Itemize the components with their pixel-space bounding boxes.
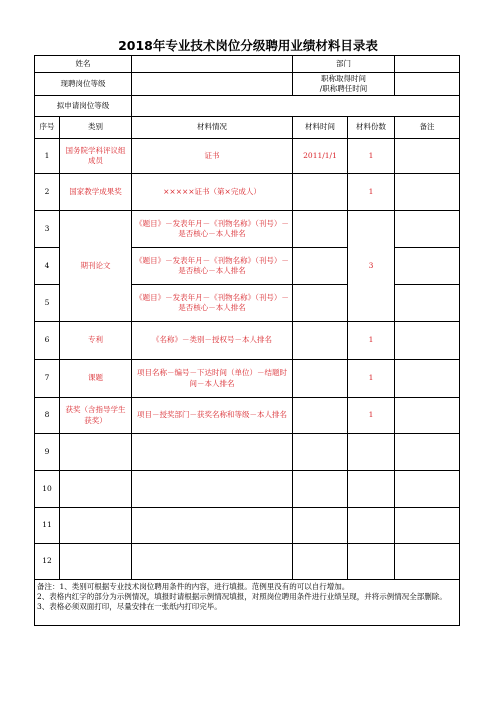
current-level-value[interactable] [132, 73, 293, 96]
row-seq: 3 [35, 211, 60, 248]
row-remark[interactable] [395, 360, 460, 398]
table-row [35, 139, 460, 174]
row-material[interactable]: 《名称》－类别－授权号－本人排名 [132, 322, 293, 360]
col-time: 材料时间 [293, 117, 348, 139]
row-remark[interactable] [395, 174, 460, 211]
row-remark[interactable] [395, 211, 460, 248]
row-material[interactable] [132, 434, 293, 471]
title-time-label-line2: /职称聘任时间 [319, 84, 368, 93]
row-count[interactable]: 1 [348, 139, 395, 174]
name-value[interactable] [132, 56, 293, 73]
page-title: 2018年专业技术岗位分级聘用业绩材料目录表 [118, 38, 378, 53]
col-remark: 备注 [395, 117, 460, 139]
row-remark[interactable] [395, 322, 460, 360]
row-count[interactable] [348, 544, 395, 580]
row-category[interactable]: 课题 [60, 360, 132, 398]
row-category[interactable]: 国务院学科评议组成员 [60, 139, 132, 174]
row-seq: 7 [35, 360, 60, 398]
row-material[interactable]: 《题目》－发表年月－《刊物名称》（刊号）－是否核心－本人排名 [132, 248, 293, 285]
row-material[interactable]: 项目－授奖部门－获奖名称和等级－本人排名 [132, 398, 293, 434]
table-row [35, 544, 460, 580]
dept-value[interactable] [395, 56, 460, 73]
row-time[interactable] [293, 211, 348, 248]
row-material[interactable]: 《题目》－发表年月－《刊物名称》（刊号）－是否核心－本人排名 [132, 211, 293, 248]
row-count[interactable] [348, 471, 395, 508]
notes-row [35, 580, 460, 626]
row-time[interactable] [293, 285, 348, 322]
row-seq: 2 [35, 174, 60, 211]
row-seq: 4 [35, 248, 60, 285]
dept-label: 部门 [293, 56, 395, 73]
row-remark[interactable] [395, 398, 460, 434]
row-remark[interactable] [395, 285, 460, 322]
row-seq: 5 [35, 285, 60, 322]
row-seq: 9 [35, 434, 60, 471]
row-seq: 10 [35, 471, 60, 508]
row-time[interactable] [293, 174, 348, 211]
materials-table [34, 55, 460, 626]
row-time[interactable]: 2011/1/1 [293, 139, 348, 174]
note-3: 3、表格必须双面打印，尽量安排在一张纸内打印完毕。 [37, 602, 222, 612]
row-seq: 6 [35, 322, 60, 360]
col-seq: 序号 [35, 117, 60, 139]
column-header-row [35, 117, 460, 139]
row-seq: 11 [35, 508, 60, 544]
row-seq: 1 [35, 139, 60, 174]
row-count[interactable]: 1 [348, 174, 395, 211]
notes-cell [35, 580, 460, 626]
row-category[interactable]: 期刊论文 [60, 211, 132, 322]
title-time-label [293, 73, 395, 96]
row-category[interactable] [60, 544, 132, 580]
name-label: 姓名 [35, 56, 132, 73]
row-count[interactable]: 3 [348, 211, 395, 322]
current-level-label: 现聘岗位等级 [35, 73, 132, 96]
table-row [35, 174, 460, 211]
row-category[interactable]: 国家教学成果奖 [60, 174, 132, 211]
row-material[interactable] [132, 508, 293, 544]
row-time[interactable] [293, 434, 348, 471]
col-count: 材料份数 [348, 117, 395, 139]
row-material[interactable] [132, 471, 293, 508]
row-time[interactable] [293, 544, 348, 580]
row-material[interactable]: 《题目》－发表年月－《刊物名称》（刊号）－是否核心－本人排名 [132, 285, 293, 322]
apply-level-label: 拟申请岗位等级 [35, 96, 132, 117]
row-category[interactable] [60, 471, 132, 508]
table-row [35, 508, 460, 544]
row-remark[interactable] [395, 139, 460, 174]
row-material[interactable]: ×××××证书（第×完成人） [132, 174, 293, 211]
row-count[interactable] [348, 434, 395, 471]
table-row [35, 471, 460, 508]
table-row [35, 360, 460, 398]
table-row [35, 211, 460, 248]
note-1: 备注：1、类别可根据专业技术岗位聘用条件的内容，进行填报。范例里没有的可以自行增加。 [37, 582, 350, 591]
row-time[interactable] [293, 508, 348, 544]
table-row [35, 398, 460, 434]
table-row [35, 322, 460, 360]
row-remark[interactable] [395, 508, 460, 544]
apply-level-row [35, 96, 460, 117]
row-time[interactable] [293, 471, 348, 508]
row-time[interactable] [293, 248, 348, 285]
row-remark[interactable] [395, 544, 460, 580]
row-category[interactable] [60, 508, 132, 544]
apply-level-value[interactable] [132, 96, 460, 117]
table-row [35, 434, 460, 471]
row-remark[interactable] [395, 471, 460, 508]
row-count[interactable]: 1 [348, 398, 395, 434]
row-remark[interactable] [395, 434, 460, 471]
row-time[interactable] [293, 322, 348, 360]
row-remark[interactable] [395, 248, 460, 285]
row-count[interactable] [348, 508, 395, 544]
title-time-value[interactable] [395, 73, 460, 96]
col-material: 材料情况 [132, 117, 293, 139]
level-row [35, 73, 460, 96]
row-count[interactable]: 1 [348, 322, 395, 360]
row-seq: 8 [35, 398, 60, 434]
row-time[interactable] [293, 398, 348, 434]
note-2: 2、表格内红字的部分为示例情况，填报时请根据示例情况填报，对照岗位聘用条件进行业绩呈现，并将示例情况全部删除。 [37, 592, 447, 602]
name-row [35, 56, 460, 73]
title-time-label-line1: 职称取得时间 [321, 73, 366, 83]
row-material[interactable]: 项目名称－编号－下达时间（单位）－结题时间－本人排名 [132, 360, 293, 398]
row-seq: 12 [35, 544, 60, 580]
row-material[interactable] [132, 544, 293, 580]
row-material[interactable]: 证书 [132, 139, 293, 174]
col-category: 类别 [60, 117, 132, 139]
row-count[interactable]: 1 [348, 360, 395, 398]
row-time[interactable] [293, 360, 348, 398]
row-category[interactable] [60, 434, 132, 471]
row-category[interactable]: 专利 [60, 322, 132, 360]
row-category[interactable]: 获奖（含指导学生获奖） [60, 398, 132, 434]
